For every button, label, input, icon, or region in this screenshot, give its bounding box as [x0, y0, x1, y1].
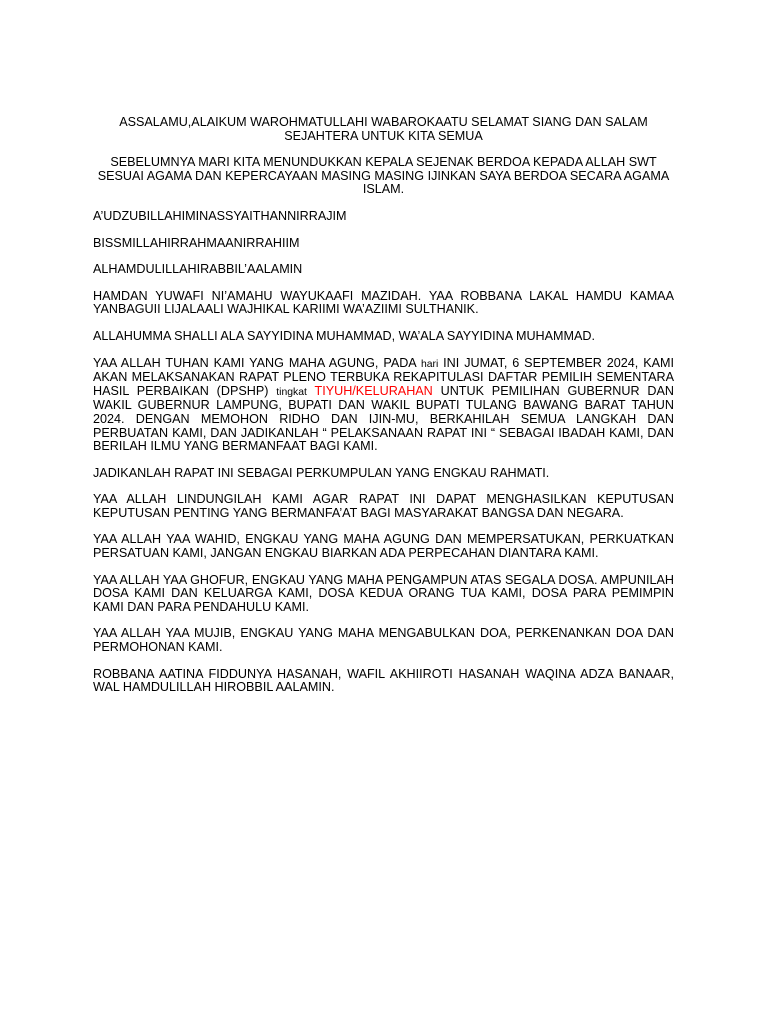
rahmati-line: JADIKANLAH RAPAT INI SEBAGAI PERKUMPULAN YANG ENGKAU RAHMATI.: [93, 465, 550, 480]
shalawat-line: ALLAHUMMA SHALLI ALA SAYYIDINA MUHAMMAD, WA’ALA SAYYIDINA MUHAMMAD.: [93, 328, 596, 343]
main-prayer-text-3: UNTUK PEMILIHAN GUBERNUR DAN WAKIL GUBERNUR LAMPUNG, BUPATI DAN WAKIL BUPATI TULANG BAWANG BARAT TAHUN 2024. DENGAN MEMOHON RIDHO DAN IJIN-MU, BERKAHILAH SEMUA LANGKAH DAN PERBUATAN KAMI, DAN JADIKANLAH “ PELAKSANAAN RAPAT INI “ SEBAGAI IBADAH KAMI, DAN BERILAH ILMU YANG BERMANFAAT BAGI KAMI.: [93, 383, 675, 454]
main-prayer-small-level: tingkat: [276, 386, 307, 398]
hamdan-paragraph: HAMDAN YUWAFI NI’AMAHU WAYUKAAFI MAZIDAH. YAA ROBBANA LAKAL HAMDU KAMAA YANBAGUII LIJALAALI WAJHIKAL KARIIMI WA’AZIIMI SULTHANIK.: [93, 288, 674, 317]
basmalah-line: BISSMILLAHIRRAHMAANIRRAHIIM: [93, 235, 300, 250]
greeting-paragraph: ASSALAMU,ALAIKUM WAROHMATULLAHI WABAROKAATU SELAMAT SIANG DAN SALAM SEJAHTERA UNTUK KITA SEMUA: [119, 115, 648, 143]
main-prayer-text-2: INI JUMAT, 6 SEPTEMBER 2024, KAMI AKAN MELAKSANAKAN RAPAT PLENO TERBUKA REKAPITULASI DAFTAR PEMILIH SEMENTARA HASIL PERBAIKAN (DPSHP): [93, 355, 674, 398]
main-prayer-paragraph: [93, 357, 674, 454]
document-page: [93, 116, 674, 708]
closing-paragraph: ROBBANA AATINA FIDDUNYA HASANAH, WAFIL AKHIIROTI HASANAH WAQINA ADZA BANAAR, WAL HAMDULILLAH HIROBBIL AALAMIN.: [93, 666, 674, 695]
wahid-paragraph: YAA ALLAH YAA WAHID, ENGKAU YANG MAHA AGUNG DAN MEMPERSATUKAN, PERKUATKAN PERSATUAN KAMI, JANGAN ENGKAU BIARKAN ADA PERPECAHAN DIANTARA KAMI.: [93, 532, 674, 561]
ghofur-paragraph: YAA ALLAH YAA GHOFUR, ENGKAU YANG MAHA PENGAMPUN ATAS SEGALA DOSA. AMPUNILAH DOSA KAMI DAN KELUARGA KAMI, DOSA KEDUA ORANG TUA KAMI, DOSA PARA PEMIMPIN KAMI DAN PARA PENDAHULU KAMI.: [93, 572, 674, 614]
invitation-paragraph: SEBELUMNYA MARI KITA MENUNDUKKAN KEPALA SEJENAK BERDOA KEPADA ALLAH SWT SESUAI AGAMA DAN KEPERCAYAAN MASING MASING IJINKAN SAYA BERDOA SECARA AGAMA ISLAM.: [97, 155, 670, 197]
taawudz-line: A’UDZUBILLAHIMINASSYAITHANNIRRAJIM: [93, 208, 347, 223]
highlighted-village-label: TIYUH/KELURAHAN: [314, 383, 433, 398]
hamdalah-line: ALHAMDULILLAHIRABBIL’AALAMIN: [93, 262, 303, 277]
lindungilah-paragraph: YAA ALLAH LINDUNGILAH KAMI AGAR RAPAT INI DAPAT MENGHASILKAN KEPUTUSAN KEPUTUSAN PENTING YANG BERMANFA’AT BAGI MASYARAKAT BANGSA DAN NEGARA.: [93, 492, 674, 520]
main-prayer-text-1: YAA ALLAH TUHAN KAMI YANG MAHA AGUNG, PADA: [93, 355, 421, 370]
main-prayer-small-day: hari: [420, 358, 439, 370]
main-prayer-space: [307, 384, 315, 398]
mujib-paragraph: YAA ALLAH YAA MUJIB, ENGKAU YANG MAHA MENGABULKAN DOA, PERKENANKAN DOA DAN PERMOHONAN KAMI.: [93, 626, 674, 655]
